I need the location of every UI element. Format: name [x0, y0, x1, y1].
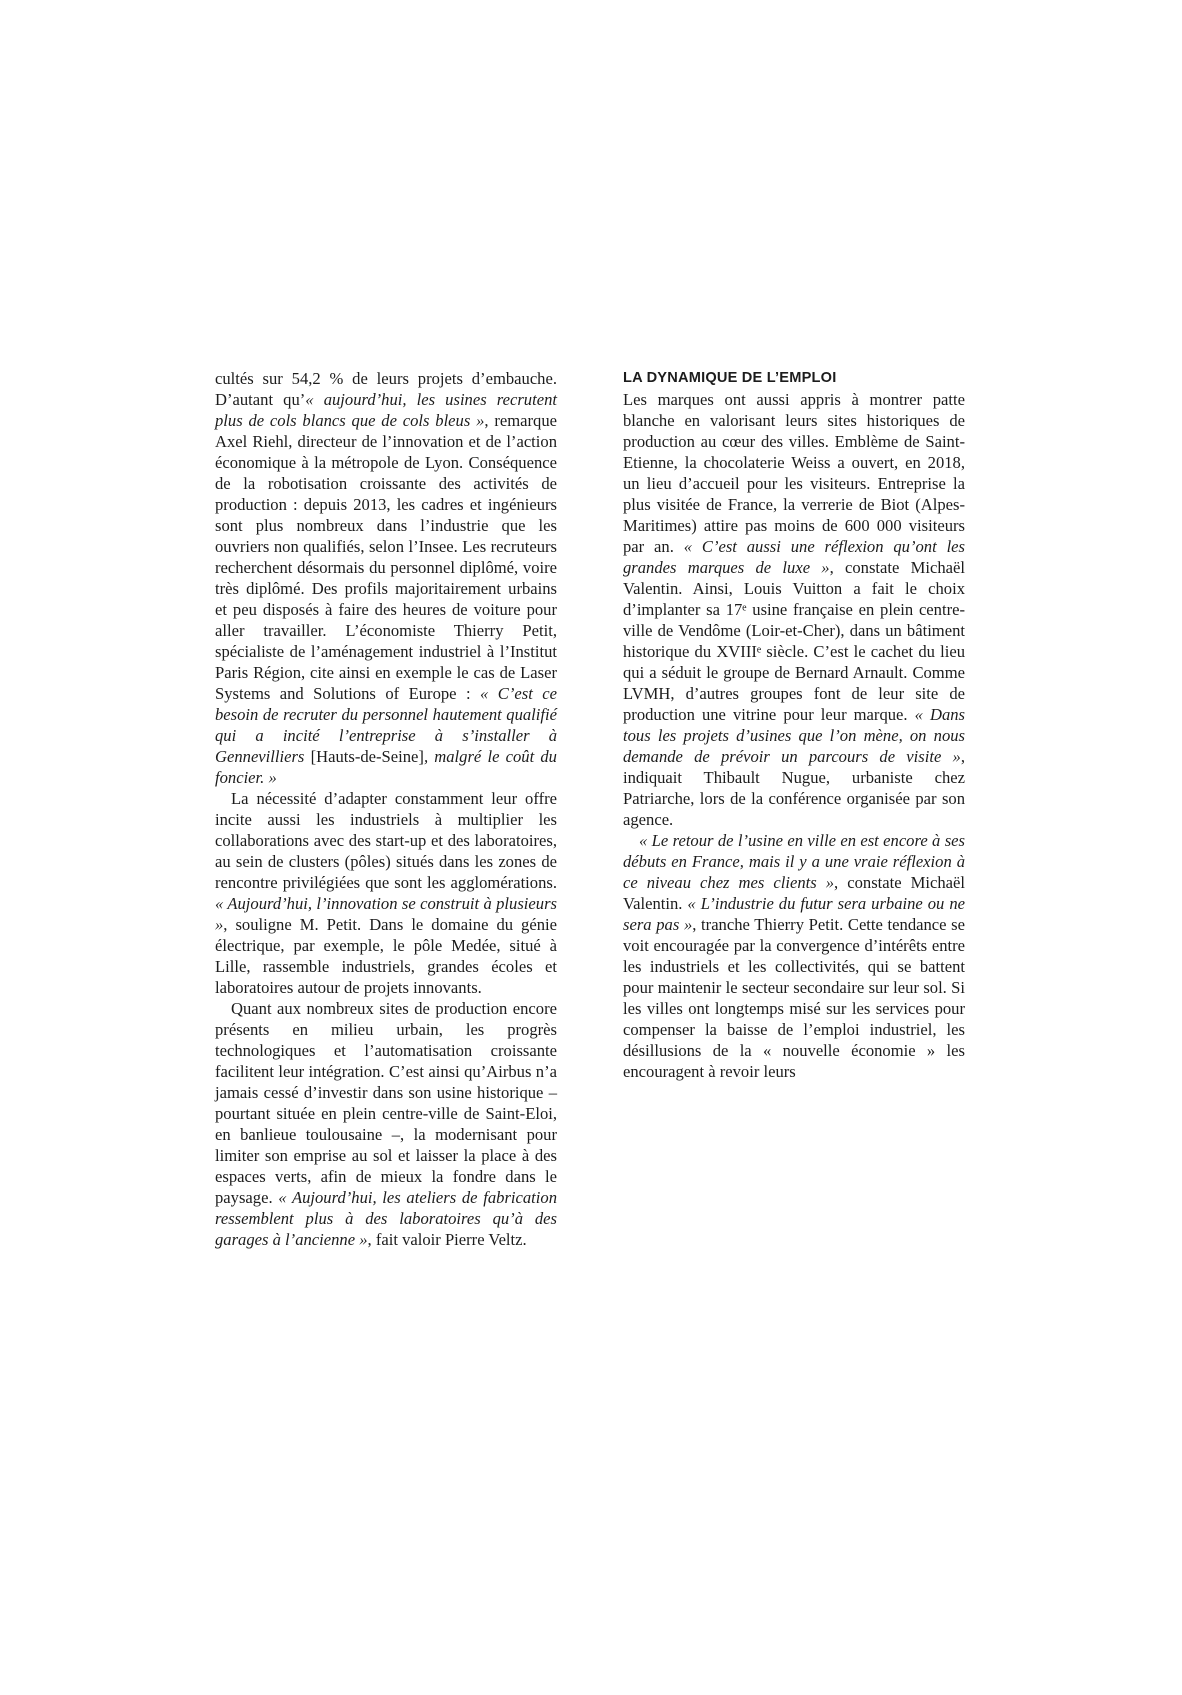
quote-text: « Aujourd’hui, les ateliers de fabrication ressemblent plus à des laboratoires qu’à des garages à l’ancienne »: [215, 1188, 557, 1249]
article-paragraph: [215, 998, 557, 1250]
body-text: Quant aux nombreux sites de production encore présents en milieu urbain, les progrès technologiques et l’automatisation croissante facilitent leur intégration. C’est ainsi qu’Airbus n’a jamais cessé d’investir dans son usine historique – pourtant située en plein centre-ville de Saint-Eloi, en banlieue toulousaine –, la modernisant pour limiter son emprise au sol et laisser la place à des espaces verts, afin de mieux la fondre dans le paysage.: [215, 999, 557, 1207]
body-text: , souligne M. Petit. Dans le domaine du génie électrique, par exemple, le pôle Medée, situé à Lille, rassemble industriels, grandes écoles et laboratoires autour de projets innovants.: [215, 915, 557, 997]
section-heading: LA DYNAMIQUE DE L’EMPLOI: [623, 370, 837, 386]
body-text: La nécessité d’adapter constamment leur offre incite aussi les industriels à multiplier les collaborations avec des start-up et des laboratoires, au sein de clusters (pôles) situés dans les zones de rencontre privilégiées que sont les agglomérations.: [215, 789, 557, 892]
body-text: , tranche Thierry Petit. Cette tendance se voit encouragée par la convergence d’intérêts entre les industriels et les collectivités, qui se battent pour maintenir le secteur secondaire sur leur sol. Si les villes ont longtemps misé sur les services pour compenser la baisse de l’emploi industriel, les désillusions de la « nouvelle économie » les encouragent à revoir leurs: [623, 915, 965, 1081]
article-paragraph: [623, 830, 965, 1082]
body-text: cultés sur 54,2 % de leurs projets d’embauche. D’autant qu’: [215, 369, 557, 409]
quote-text: , malgré le coût du foncier. »: [215, 747, 557, 787]
quote-text: « Le retour de l’usine en ville en est encore à ses débuts en France, mais il y a une vraie réflexion à ce niveau chez mes clients »: [623, 831, 965, 892]
article-paragraph: [623, 389, 965, 830]
body-text: , constate Michaël Valentin.: [623, 873, 965, 913]
quote-text: « aujourd’hui, les usines recrutent plus de cols blancs que de cols bleus »: [215, 390, 557, 430]
article-column-left: [215, 368, 557, 1250]
body-text: , constate Michaël Valentin. Ainsi, Louis Vuitton a fait le choix d’implanter sa 17ᵉ usine française en plein centre-ville de Vendôme (Loir-et-Cher), dans un bâtiment historique du XVIIIᵉ siècle. C’est le cachet du lieu qui a séduit le groupe de Bernard Arnault. Comme LVMH, d’autres groupes font de leur site de production une vitrine pour leur marque.: [623, 558, 965, 724]
article-column-right: [623, 368, 965, 1082]
quote-text: « Aujourd’hui, l’innovation se construit à plusieurs »: [215, 894, 557, 934]
body-text: , remarque Axel Riehl, directeur de l’innovation et de l’action économique à la métropole de Lyon. Conséquence de la robotisation croissante des activités de production : depuis 2013, les cadres et ingénieurs sont plus nombreux dans l’industrie que les ouvriers non qualifiés, selon l’Insee. Les recruteurs recherchent désormais du personnel diplômé, voire très diplômé. Des profils majoritairement urbains et peu disposés à faire des heures de voiture pour aller travailler. L’économiste Thierry Petit, spécialiste de l’aménagement industriel à l’Institut Paris Région, cite ainsi en exemple le cas de Laser Systems and Solutions of Europe :: [215, 411, 557, 703]
body-text: , indiquait Thibault Nugue, urbaniste chez Patriarche, lors de la conférence organisée par son agence.: [623, 747, 965, 829]
article-paragraph: [215, 368, 557, 788]
quote-text: « Dans tous les projets d’usines que l’on mène, on nous demande de prévoir un parcours de visite »: [623, 705, 965, 766]
article-paragraph: [215, 788, 557, 998]
body-text: [Hauts-de-Seine]: [304, 747, 424, 766]
quote-text: « C’est ce besoin de recruter du personnel hautement qualifié qui a incité l’entreprise à s’installer à Gennevilliers: [215, 684, 557, 766]
quote-text: « L’industrie du futur sera urbaine ou ne sera pas »: [623, 894, 965, 934]
quote-text: « C’est aussi une réflexion qu’ont les grandes marques de luxe »: [623, 537, 965, 577]
body-text: , fait valoir Pierre Veltz.: [367, 1230, 527, 1249]
body-text: Les marques ont aussi appris à montrer patte blanche en valorisant leurs sites historiques de production au cœur des villes. Emblème de Saint-Etienne, la chocolaterie Weiss a ouvert, en 2018, un lieu d’accueil pour les visiteurs. Entreprise la plus visitée de France, la verrerie de Biot (Alpes-Maritimes) attire pas moins de 600 000 visiteurs par an.: [623, 390, 965, 556]
